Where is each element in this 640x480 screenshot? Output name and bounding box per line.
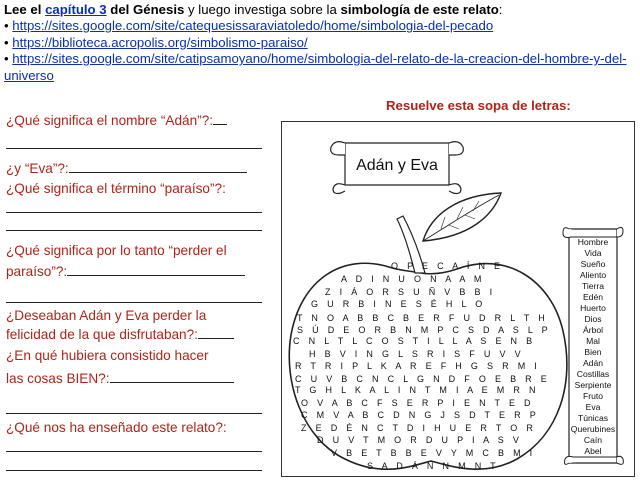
grid-row: R T R I P L K A R E F H G S R M I bbox=[295, 361, 541, 371]
question-deseaban: ¿Deseaban Adán y Eva perder la bbox=[6, 308, 207, 323]
word-list-item: Caín bbox=[583, 435, 603, 445]
answer-line[interactable] bbox=[6, 451, 262, 452]
question-paraiso: ¿Qué significa el término “paraíso”?: bbox=[6, 181, 226, 196]
question-deseaban-cont: felicidad de la que disfrutaban?: bbox=[6, 326, 234, 343]
grid-row: Z I Á O R S U Ñ V B B I bbox=[325, 287, 496, 297]
bullet-icon: • bbox=[4, 18, 9, 34]
word-list-item: Querubines bbox=[570, 424, 616, 434]
apple-word-search bbox=[281, 121, 635, 477]
intro-sentence bbox=[4, 2, 638, 18]
grid-row: T N O A B B C B E R F U D R L T H bbox=[297, 313, 549, 323]
link-item-2 bbox=[4, 35, 638, 51]
word-list-item: Sueño bbox=[580, 259, 606, 269]
word-list-item: Fruto bbox=[582, 391, 604, 401]
question-eva: ¿y “Eva”?: bbox=[6, 160, 247, 177]
word-list-item: Árbol bbox=[582, 325, 604, 335]
puzzle-instruction: Resuelve esta sopa de letras: bbox=[386, 98, 571, 113]
intro-lee: Lee el bbox=[4, 2, 46, 17]
grid-row: A D I N U O N A A M bbox=[341, 274, 485, 284]
grid-row: S A D Á N N M N T bbox=[367, 461, 499, 471]
answer-line[interactable] bbox=[6, 212, 262, 213]
question-hacer-bien-cont: las cosas BIEN?: bbox=[6, 370, 234, 387]
answer-line[interactable] bbox=[6, 148, 262, 149]
instructions-header bbox=[4, 2, 638, 84]
chapter-link[interactable]: capítulo 3 bbox=[45, 2, 107, 17]
word-list-item: Aliento bbox=[579, 270, 607, 280]
question-hacer-bien: ¿En qué hubiera consistido hacer bbox=[6, 348, 209, 363]
grid-row: C N L T L C O S T I L L A S E N B bbox=[293, 336, 536, 346]
bullet-icon: • bbox=[4, 34, 9, 50]
link-simbologia-pecado[interactable]: https://sites.google.com/site/catequesissaraviatoledo/home/simbologia-del-pecado bbox=[12, 18, 494, 34]
grid-row: C M V A B C D N G J S D T E R P bbox=[301, 410, 539, 420]
grid-row: H B V I N G L S R I S F U V V bbox=[309, 349, 524, 359]
word-list-item: Túnicas bbox=[577, 413, 609, 423]
title-banner bbox=[331, 142, 464, 194]
word-list-item: Bien bbox=[584, 347, 602, 357]
word-list-item: Edén bbox=[582, 292, 604, 302]
leaf-icon bbox=[423, 193, 501, 241]
answer-line[interactable] bbox=[6, 302, 262, 303]
intro-mid: y luego investiga sobre la bbox=[184, 2, 341, 17]
word-list-item: Hombre bbox=[577, 237, 609, 247]
grid-row: S Ú D E O R B N M P C S D A S L P bbox=[297, 325, 551, 335]
question-ensenado: ¿Qué nos ha enseñado este relato?: bbox=[6, 420, 227, 435]
grid-row: T G H L K A L I N T M I A E M R N bbox=[295, 385, 539, 395]
question-perder-paraiso: ¿Qué significa por lo tanto “perder el bbox=[6, 243, 227, 258]
word-list-item: Vida bbox=[584, 248, 602, 258]
link-item-1 bbox=[4, 18, 638, 34]
grid-row: Z E D É N C T D I H U E R T O R bbox=[301, 423, 537, 433]
intro-symbology: simbología de este relato bbox=[340, 2, 499, 17]
intro-colon: : bbox=[498, 2, 503, 17]
word-list-item: Abel bbox=[584, 446, 602, 456]
grid-row: D U V T M O R D U P I A S V bbox=[317, 435, 523, 445]
link-item-3 bbox=[4, 51, 638, 84]
word-list-item: Mal bbox=[586, 336, 600, 346]
link-simbolismo-paraiso[interactable]: https://biblioteca.acropolis.org/simbolismo-paraiso/ bbox=[12, 34, 308, 50]
grid-row: V B E T B B E V Y M C B M I bbox=[331, 448, 536, 458]
puzzle-title: Adán y Eva bbox=[356, 157, 438, 174]
question-perder-paraiso-cont: paraíso”?: bbox=[6, 263, 245, 280]
word-list-item: Eva bbox=[585, 402, 601, 412]
grid-row: O V A B C F S E R P I E N T E D bbox=[301, 398, 534, 408]
answer-line[interactable] bbox=[6, 230, 262, 231]
word-list-item: Huerto bbox=[580, 303, 606, 313]
answer-line[interactable] bbox=[6, 470, 262, 471]
word-list-item: Dios bbox=[584, 314, 602, 324]
grid-row: G U R B I N E S É H L O bbox=[311, 299, 486, 309]
question-adan: ¿Qué significa el nombre “Adán”?: bbox=[6, 112, 227, 129]
grid-row: O P E C A Í N E bbox=[391, 261, 504, 271]
word-list-item: Costillas bbox=[576, 369, 610, 379]
word-list-item: Adán bbox=[582, 358, 604, 368]
letter-grid bbox=[293, 261, 551, 471]
grid-row: C U V B C N C L G N D F O E B R E bbox=[295, 374, 551, 384]
intro-del: del bbox=[106, 2, 134, 17]
bullet-icon: • bbox=[4, 51, 9, 67]
intro-genesis: Génesis bbox=[133, 2, 185, 17]
word-list-item: Serpiente bbox=[574, 380, 612, 390]
answer-line[interactable] bbox=[6, 413, 262, 414]
link-simbologia-creacion[interactable]: https://sites.google.com/site/catipsamoyano/home/simbologia-del-relato-de-la-creacion-del-hombre-y-del-universo bbox=[4, 51, 627, 83]
word-list-item: Tierra bbox=[581, 281, 605, 291]
